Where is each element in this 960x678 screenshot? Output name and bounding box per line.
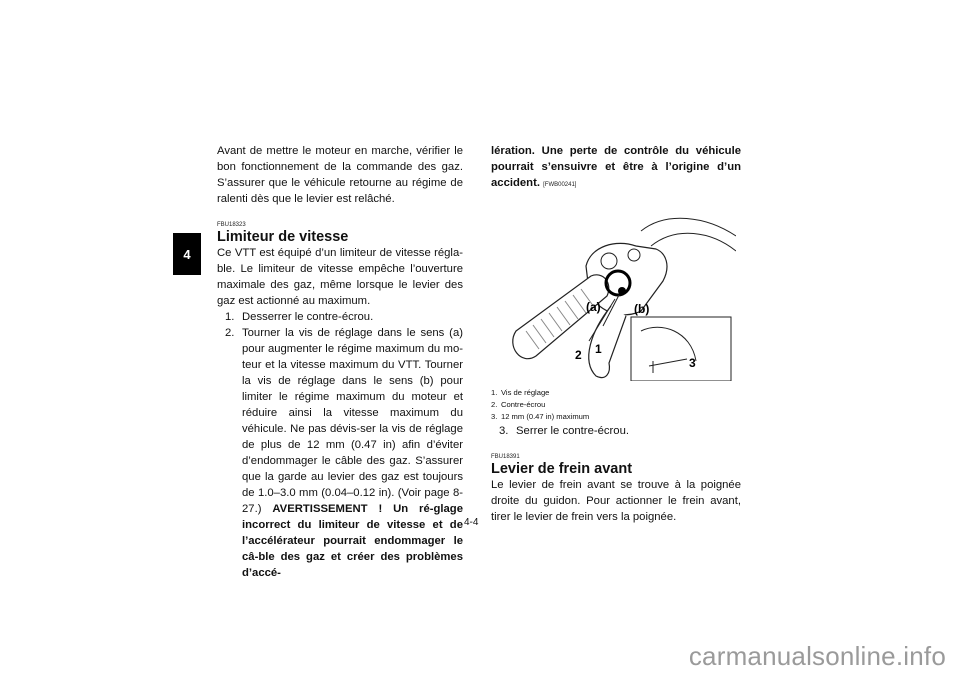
chapter-tab: 4 [173, 233, 201, 275]
figure-label-2: 2 [575, 348, 582, 362]
throttle-figure [491, 191, 736, 381]
left-column [217, 143, 463, 581]
step-item [217, 325, 463, 581]
section-code: FBU18391 [491, 454, 520, 460]
heading-front-brake: Levier de frein avant [491, 461, 633, 477]
section-code: FBU18323 [217, 222, 246, 228]
caption-item [491, 399, 741, 411]
step-number: 1. [225, 311, 235, 323]
heading-speed-limiter: Limiteur de vitesse [217, 229, 349, 245]
right-column [491, 143, 741, 525]
steps-list-continued [491, 423, 741, 439]
step-item [217, 309, 463, 325]
watermark: carmanualsonline.info [688, 641, 946, 671]
step-text: Tourner la vis de réglage dans le sens (a) pour augmenter le régime maximum du mo-teur et la vitesse maximum du VTT. Tourner la vis de réglage dans le sens (b) pour limiter le régime maximum du moteur et réduire ainsi la vitesse maximum du véhicule. Ne pas dévis-ser la vis de réglage de plus de 12 mm (0.47 in) afin d’éviter d’endommager le câble des gaz. S’assurer que la garde au levier des gaz est toujours de 1.0–3.0 mm (0.04–0.12 in). (Voir page 8-27.) [242, 327, 463, 515]
caption-text: Vis de réglage [501, 388, 550, 397]
throttle-illustration [491, 191, 736, 381]
figure-label-3: 3 [689, 356, 696, 370]
figure-captions [491, 387, 741, 423]
warning-text: AVERTISSEMENT ! Un ré-glage incorrect du limiteur de vitesse et de l’accélérateur pourrait endommager le câ-ble des gaz et créer des problèmes d’accé- [242, 503, 463, 579]
step-text: Serrer le contre-écrou. [516, 425, 630, 437]
intro-paragraph: Avant de mettre le moteur en marche, vérifier le bon fonctionnement de la commande des gaz. S’assurer que le véhicule retourne au régime de ralenti dès que le levier est relâché. [217, 145, 463, 205]
page-number: 4-4 [464, 517, 479, 528]
figure-label-a: (a) [586, 300, 601, 314]
step-number: 2. [225, 327, 235, 339]
figure-label-1: 1 [595, 342, 602, 356]
front-brake-paragraph: Le levier de frein avant se trouve à la poignée droite du guidon. Pour actionner le frein avant, tirer le levier de frein vers la poignée. [491, 479, 741, 523]
caption-number: 2. [491, 400, 498, 409]
step-number: 3. [499, 425, 509, 437]
speed-limiter-paragraph: Ce VTT est équipé d’un limiteur de vitesse régla-ble. Le limiteur de vitesse empêche l’ouverture maximale des gaz, même lorsque le levier des gaz est actionné au maximum. [217, 247, 463, 307]
step-text: Desserrer le contre-écrou. [242, 311, 374, 323]
warning-code: [FWB00241] [543, 182, 577, 188]
caption-text: 12 mm (0.47 in) maximum [501, 412, 590, 421]
caption-number: 1. [491, 388, 498, 397]
caption-text: Contre-écrou [501, 400, 546, 409]
caption-item [491, 411, 741, 423]
caption-item [491, 387, 741, 399]
warning-continuation [491, 143, 741, 191]
step-item [491, 423, 741, 439]
warning-end-text: lération. Une perte de contrôle du véhicule pourrait s’ensuivre et être à l’origine d’un accident. [491, 145, 741, 189]
caption-number: 3. [491, 412, 498, 421]
figure-label-b: (b) [634, 302, 650, 316]
steps-list [217, 309, 463, 581]
